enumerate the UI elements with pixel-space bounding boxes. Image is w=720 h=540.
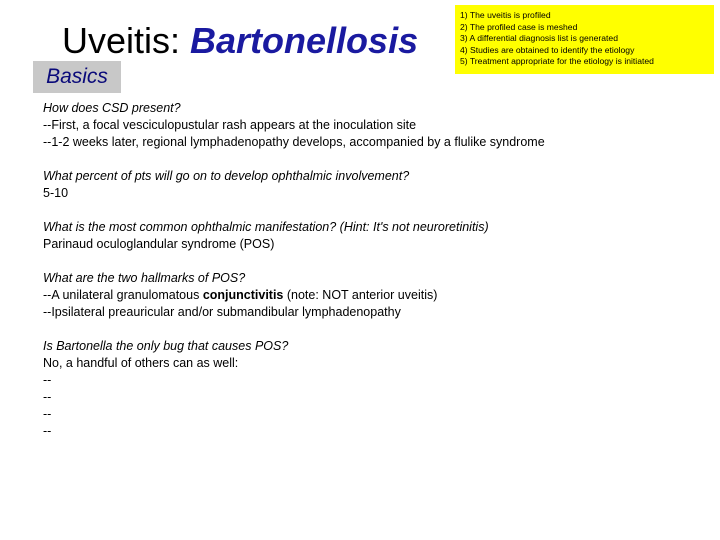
qa-block-common-manifestation [43,219,683,253]
question: What percent of pts will go on to develop ophthalmic involvement? [43,169,410,183]
steps-box [455,5,714,74]
slide-title-prefix: Uveitis: [62,20,191,61]
answer-line: Parinaud oculoglandular syndrome (POS) [43,237,275,251]
question: How does CSD present? [43,101,181,115]
step-item: 3) A differential diagnosis list is generated [460,33,618,43]
section-tag: Basics [33,61,121,93]
answer-line: 5-10 [43,186,69,200]
answer-list-item: -- [43,390,52,404]
qa-block-other-causes [43,338,683,440]
answer-text: --A unilateral granulomatous [43,288,203,302]
answer-line: --Ipsilateral preauricular and/or submandibular lymphadenopathy [43,305,401,319]
qa-content [43,100,683,457]
step-item: 2) The profiled case is meshed [460,21,578,32]
slide-title-accent: Bartonellosis [190,20,419,61]
answer-list-item: -- [43,424,52,438]
answer-text: (note: NOT anterior uveitis) [283,288,438,302]
step-item: 5) Treatment appropriate for the etiology is initiated [460,56,654,66]
step-item: 1) The uveitis is profiled [460,10,551,20]
qa-block-csd-presentation [43,100,683,151]
answer-line: No, a handful of others can as well: [43,356,239,370]
answer-line: --1-2 weeks later, regional lymphadenopathy develops, accompanied by a flulike syndrome [43,135,545,149]
step-item: 4) Studies are obtained to identify the etiology [460,44,635,55]
qa-block-pos-hallmarks [43,270,683,321]
question: What is the most common ophthalmic manifestation? (Hint: It's not neuroretinitis) [43,220,489,234]
slide-title [62,20,418,62]
answer-line [43,287,683,304]
question: Is Bartonella the only bug that causes POS? [43,339,289,353]
answer-list-item: -- [43,373,52,387]
answer-line: --First, a focal vesciculopustular rash appears at the inoculation site [43,118,417,132]
answer-list-item: -- [43,407,52,421]
question: What are the two hallmarks of POS? [43,271,246,285]
answer-emphasis: conjunctivitis [202,288,284,302]
qa-block-ophthalmic-percent [43,168,683,202]
